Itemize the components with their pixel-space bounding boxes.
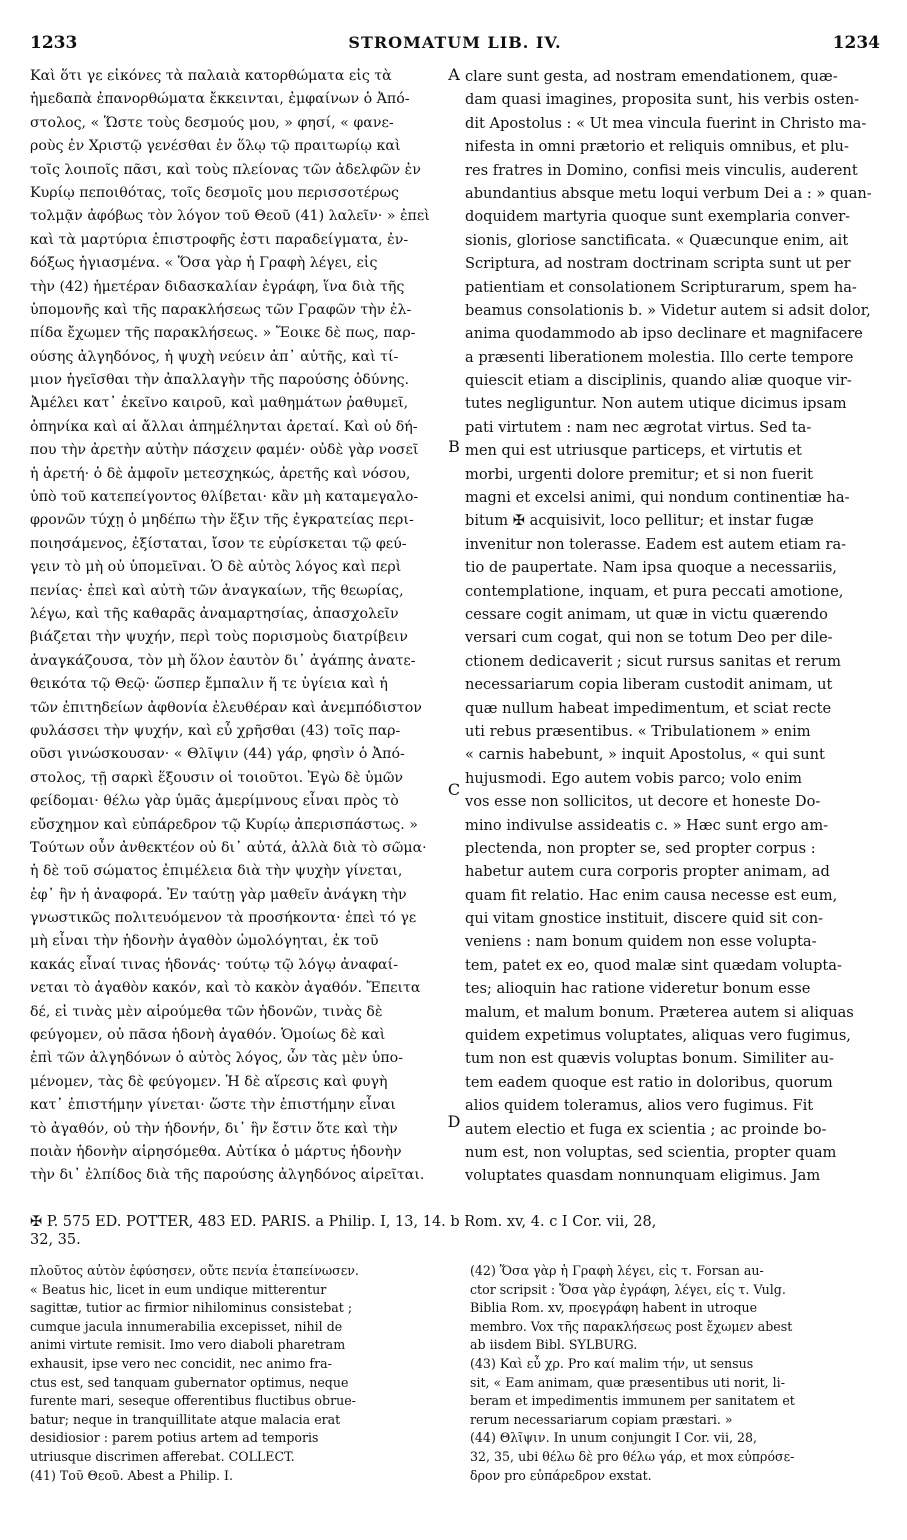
greek-text-line: κακάς εἶναί τινας ἡδονάς· τούτῳ τῷ λόγῳ ἀναφαί- xyxy=(30,956,398,973)
latin-text-line: plectenda, non propter se, sed propter corpus : xyxy=(465,839,816,857)
latin-text-line: bitum ✠ acquisivit, loco pellitur; et instar fugæ xyxy=(465,512,814,530)
greek-text-line: πίδα ἔχωμεν τῆς παρακλήσεως. » Ἔοικε δὲ πως, παρ- xyxy=(30,325,416,342)
greek-text-line: Κυρίῳ πεποιθότας, τοῖς δεσμοῖς μου περισσοτέρως xyxy=(30,184,399,201)
greek-text-line: τοῖς λοιποῖς πᾶσι, καὶ τοὺς πλείονας τῶν ἀδελφῶν ἐν xyxy=(30,161,421,178)
latin-text-line: invenitur non tolerasse. Eadem est autem etiam ra- xyxy=(465,535,847,553)
greek-text-line: ἐφ᾽ ἣν ἡ ἀναφορά. Ἐν ταύτῃ γὰρ μαθεῖν ἀνάγκη τὴν xyxy=(30,886,407,903)
latin-text-line: Scriptura, ad nostram doctrinam scripta sunt ut per xyxy=(465,255,851,273)
latin-text-line: sionis, gloriose sanctificata. « Quæcunque enim, ait xyxy=(465,231,849,249)
footnote-line: exhausit, ipse vero nec concidit, nec animo fra- xyxy=(30,1355,332,1371)
latin-text-line: versari cum cogat, qui non se totum Deo per dile- xyxy=(465,629,833,647)
greek-text-line: καὶ τὰ μαρτύρια ἐπιστροφῆς ἐστι παραδείγματα, ἐν- xyxy=(30,231,409,248)
footnote-line: desidiosior : parem potius artem ad temporis xyxy=(30,1430,319,1446)
latin-text-line: a præsenti liberationem molestia. Illo certe tempore xyxy=(465,348,854,366)
greek-text-line: ἡ ἀρετή· ὁ δὲ ἀμφοῖν μετεσχηκώς, ἀρετῆς καὶ νόσου, xyxy=(30,465,411,482)
footnote-line: 32, 35, ubi θέλω δὲ pro θέλω γάρ, et mox εὐπρόσε- xyxy=(470,1448,795,1464)
footnotes-right xyxy=(470,1262,882,1527)
greek-text-line: φυλάσσει τὴν ψυχήν, καὶ εὖ χρῆσθαι (43) τοῖς παρ- xyxy=(30,722,401,739)
footnote-line: πλοῦτος αὐτὸν ἐφύσησεν, οὔτε πενία ἐταπείνωσεν. xyxy=(30,1263,359,1278)
latin-text-line: necessariarum copia liberam custodit animam, ut xyxy=(465,676,833,694)
footnote-line: Biblia Rom. xv, προεγράφη habent in utroque xyxy=(470,1300,758,1316)
latin-text-line: doquidem martyria quoque sunt exemplaria conver- xyxy=(465,208,851,226)
greek-text-line: ὑπομονῆς καὶ τῆς παρακλήσεως τῶν Γραφῶν τὴν ἐλ- xyxy=(30,301,412,318)
latin-text-line: tem eadem quoque est ratio in doloribus, quorum xyxy=(465,1073,833,1091)
page-number-right: 1234 xyxy=(832,33,880,53)
greek-text-line: θεικότα τῷ Θεῷ· ὥσπερ ἔμπαλιν ἥ τε ὑγίεια καὶ ἡ xyxy=(30,676,388,693)
greek-text-line: γειν τὸ μὴ οὐ ὑπομεῖναι. Ὁ δὲ αὐτὸς λόγος καὶ περὶ xyxy=(30,559,402,576)
latin-text-line: patientiam et consolationem Scripturarum, spem ha- xyxy=(465,278,857,296)
greek-text-line: δόξως ἡγιασμένα. « Ὅσα γὰρ ἡ Γραφὴ λέγει, εἰς xyxy=(30,255,378,272)
greek-text-line: βιάζεται τὴν ψυχήν, περὶ τοὺς πορισμοὺς διατρίβειν xyxy=(30,629,408,646)
latin-text-line: malum, et malum bonum. Præterea autem si aliquas xyxy=(465,1003,854,1021)
footnote-line: sagittæ, tutior ac firmior nihilominus consistebat ; xyxy=(30,1300,353,1316)
greek-text-line: μένομεν, τὰς δὲ φεύγομεν. Ἡ δὲ αἵρεσις καὶ φυγὴ xyxy=(30,1073,388,1090)
latin-text-line: num est, non voluptas, sed scientia, propter quam xyxy=(465,1143,837,1161)
margin-letter-c: C xyxy=(447,780,461,799)
greek-text-line: ἐπὶ τῶν ἀλγηδόνων ὁ αὐτὸς λόγος, ὧν τὰς μὲν ὑπο- xyxy=(30,1050,403,1067)
footrow-line-2: 32, 35. xyxy=(30,1232,81,1248)
footnote-line: « Beatus hic, licet in eum undique mitterentur xyxy=(30,1281,327,1297)
latin-column xyxy=(465,65,877,1205)
footnote-line: ab iisdem Bibl. SYLBURG. xyxy=(470,1337,638,1353)
footnote-line: membro. Vox τῆς παρακλήσεως post ἔχωμεν abest xyxy=(470,1318,793,1334)
greek-text-line: φεύγομεν, οὐ πᾶσα ἡδονὴ ἀγαθόν. Ὁμοίως δὲ καὶ xyxy=(30,1027,386,1044)
latin-text-line: dam quasi imagines, proposita sunt, his verbis osten- xyxy=(465,91,860,109)
greek-text-line: μιον ἡγεῖσθαι τὴν ἀπαλλαγὴν τῆς παρούσης ὀδύνης. xyxy=(30,372,410,389)
latin-text-line: quam fit relatio. Hac enim causa necesse est eum, xyxy=(465,886,838,904)
footnote-line: utriusque discrimen afferebat. COLLECT. xyxy=(30,1448,295,1464)
greek-text-line: τὸ ἀγαθόν, οὐ τὴν ἡδονήν, δι᾽ ἣν ἔστιν ὅτε καὶ τὴν xyxy=(30,1120,398,1137)
footnote-line: beram et impedimentis immunem per sanitatem et xyxy=(470,1393,795,1409)
latin-text-line: quidem expetimus voluptates, aliquas vero fugimus, xyxy=(465,1027,851,1045)
footnote-line: sit, « Eam animam, quæ præsentibus uti norit, li- xyxy=(470,1374,785,1390)
greek-text-line: που τὴν ἀρετὴν αὐτὴν πάσχειν φαμέν· οὐδὲ γὰρ νοσεῖ xyxy=(30,442,419,459)
latin-text-line: magni et excelsi animi, qui nondum continentiæ ha- xyxy=(465,489,850,507)
greek-text-line: τολμᾷν ἀφόβως τὸν λόγον τοῦ Θεοῦ (41) λαλεῖν· » ἐπεὶ xyxy=(30,208,430,225)
greek-text-line: πενίας· ἐπεὶ καὶ αὐτὴ τῶν ἀναγκαίων, τῆς θεωρίας, xyxy=(30,582,404,599)
greek-column xyxy=(30,65,442,1205)
greek-text-line: Καὶ ὅτι γε εἰκόνες τὰ παλαιὰ κατορθώματα εἰς τὰ xyxy=(30,68,392,84)
page-number-left: 1233 xyxy=(30,33,78,53)
latin-text-line: qui vitam gnostice instituit, discere quid sit con- xyxy=(465,910,824,928)
latin-text-line: morbi, urgenti dolore premitur; et si non fuerit xyxy=(465,465,814,483)
greek-text-line: ούσης ἀλγηδόνος, ἡ ψυχὴ νεύειν ἀπ᾽ αὐτῆς, καὶ τί- xyxy=(30,348,399,365)
latin-text-line: men qui est utriusque particeps, et virtutis et xyxy=(465,442,802,460)
greek-text-line: στολος, τῇ σαρκὶ ἕξουσιν οἱ τοιοῦτοι. Ἐγὼ δὲ ὑμῶν xyxy=(30,769,404,786)
greek-text-line: τὴν δι᾽ ἐλπίδος διὰ τῆς παρούσης ἀλγηδόνος αἱρεῖται. xyxy=(30,1167,425,1184)
greek-text-line: ὁπηνίκα καὶ αἱ ἄλλαι ἀπημέληνται ἀρεταί. Καὶ οὐ δή- xyxy=(30,418,418,435)
latin-text-line: « carnis habebunt, » inquit Apostolus, « qui sunt xyxy=(465,746,825,764)
footrow-line-1: ✠ P. 575 ED. POTTER, 483 ED. PARIS. a Philip. I, 13, 14. b Rom. xv, 4. c I Cor. vii, 28, xyxy=(30,1214,657,1230)
margin-letter-b: B xyxy=(448,437,460,456)
footnote-line: ctor scripsit : Ὅσα γὰρ ἐγράφη, λέγει, εἰς τ. Vulg. xyxy=(470,1281,786,1297)
greek-text-line: Τούτων οὖν ἀνθεκτέον οὐ δι᾽ αὐτά, ἀλλὰ διὰ τὸ σῶμα· xyxy=(30,839,427,856)
greek-text-line: εὔσχημον καὶ εὐπάρεδρον τῷ Κυρίῳ ἀπερισπάστως. » xyxy=(30,816,418,833)
greek-text-line: Ἀμέλει κατ᾽ ἐκεῖνο καιροῦ, καὶ μαθημάτων ῥαθυμεῖ, xyxy=(30,395,409,412)
greek-text-line: ἀναγκάζουσα, τὸν μὴ ὅλον ἑαυτὸν δι᾽ ἀγάπης ἀνατε- xyxy=(30,652,416,669)
latin-text-line: quæ nullum habeat impedimentum, et sciat recte xyxy=(465,699,832,717)
latin-text-line: quiescit etiam a disciplinis, quando aliæ quoque vir- xyxy=(465,372,852,390)
footnote-line: (43) Καὶ εὖ χρ. Pro καί malim τήν, ut sensus xyxy=(470,1355,754,1371)
greek-text-line: δέ, εἰ τινὰς μὲν αἱρούμεθα τῶν ἡδονῶν, τινὰς δὲ xyxy=(30,1003,383,1020)
latin-text-line: mino indivulse assideatis c. » Hæc sunt ergo am- xyxy=(465,816,829,834)
greek-text-line: νεται τὸ ἀγαθὸν κακόν, καὶ τὸ κακὸν ἀγαθόν. Ἔπειτα xyxy=(30,980,421,997)
greek-text-line: οῦσι γινώσκουσαν· « Θλῖψιν (44) γάρ, φησὶν ὁ Ἀπό- xyxy=(30,746,405,763)
page-header xyxy=(30,33,880,57)
margin-letter-d: D xyxy=(447,1112,461,1131)
latin-text-line: voluptates quasdam nonnunquam eligimus. Jam xyxy=(465,1167,821,1185)
running-title: STROMATUM LIB. IV. xyxy=(348,33,562,52)
scripture-references xyxy=(30,1213,890,1253)
latin-text-line: veniens : nam bonum quidem non esse volupta- xyxy=(465,933,817,951)
footnote-line: (41) Τοῦ Θεοῦ. Abest a Philip. I. xyxy=(30,1467,233,1483)
latin-text-line: contemplatione, inquam, et pura peccati amotione, xyxy=(465,582,844,600)
footnotes-left xyxy=(30,1262,455,1527)
latin-text-line: beamus consolationis b. » Videtur autem si adsit dolor, xyxy=(465,301,871,319)
footnote-line: ctus est, sed tanquam gubernator optimus, neque xyxy=(30,1374,349,1390)
latin-text-line: vos esse non sollicitos, ut decore et honeste Do- xyxy=(465,793,821,811)
greek-text-line: ἡμεδαπὰ ἐπανορθώματα ἔκκεινται, ἐμφαίνων ὁ Ἀπό- xyxy=(30,91,410,108)
greek-text-line: ὑπὸ τοῦ κατεπείγοντος θλίβεται· κἂν μὴ καταμεγαλο- xyxy=(30,489,419,506)
latin-text-line: hujusmodi. Ego autem vobis parco; volo enim xyxy=(465,769,802,787)
latin-text-line: clare sunt gesta, ad nostram emendationem, quæ- xyxy=(465,68,838,85)
greek-text-line: ποιὰν ἡδονὴν αἱρησόμεθα. Αὐτίκα ὁ μάρτυς ἡδονὴν xyxy=(30,1143,402,1160)
greek-text-line: στολος, « Ὥστε τοὺς δεσμούς μου, » φησί, « φανε- xyxy=(30,114,394,131)
greek-text-line: φείδομαι· θέλω γὰρ ὑμᾶς ἀμερίμνους εἶναι πρὸς τὸ xyxy=(30,793,399,810)
greek-text-line: κατ᾽ ἐπιστήμην γίνεται· ὥστε τὴν ἐπιστήμην εἶναι xyxy=(30,1097,396,1114)
greek-text-line: λέγω, καὶ τῆς καθαρᾶς ἀναμαρτησίας, ἀπασχολεῖν xyxy=(30,605,399,622)
footnote-line: animi virtute remisit. Imo vero diaboli pharetram xyxy=(30,1337,346,1353)
latin-text-line: res fratres in Domino, confisi meis vinculis, auderent xyxy=(465,161,858,179)
latin-text-line: nifesta in omni prætorio et reliquis omnibus, et plu- xyxy=(465,138,849,156)
latin-text-line: tes; alioquin hac ratione videretur bonum esse xyxy=(465,980,811,998)
latin-text-line: autem electio et fuga ex scientia ; ac proinde bo- xyxy=(465,1120,827,1138)
latin-text-line: tutes negliguntur. Non autem utique dicimus ipsam xyxy=(465,395,847,413)
margin-letter-a: A xyxy=(448,65,460,84)
greek-text-line: ροὺς ἐν Χριστῷ γενέσθαι ἐν ὅλῳ τῷ πραιτωρίῳ καὶ xyxy=(30,138,401,155)
footnote-line: cumque jacula innumerabilia excepisset, nihil de xyxy=(30,1318,343,1334)
latin-text-line: cessare cogit animam, ut quæ in victu quærendo xyxy=(465,605,828,623)
greek-text-line: ἡ δὲ τοῦ σώματος ἐπιμέλεια διὰ τὴν ψυχὴν γίνεται, xyxy=(30,863,403,880)
latin-text-line: tio de paupertate. Nam ipsa quoque a necessariis, xyxy=(465,559,837,577)
latin-text-line: alios quidem toleramus, alios vero fugimus. Fit xyxy=(465,1097,814,1115)
greek-text-line: ποιησάμενος, ἐξίσταται, ἴσον τε εὑρίσκεται τῷ φεύ- xyxy=(30,535,407,552)
latin-text-line: habetur autem cura corporis propter animam, ad xyxy=(465,863,830,881)
footnote-line: furente mari, seseque offerentibus fluctibus obrue- xyxy=(30,1393,356,1409)
greek-text-line: φρονῶν τύχῃ ὁ μηδέπω τὴν ἕξιν τῆς ἐγκρατείας περι- xyxy=(30,512,414,529)
footnote-line: (42) Ὅσα γὰρ ἡ Γραφὴ λέγει, εἰς τ. Forsan au- xyxy=(470,1263,764,1278)
latin-text-line: tum non est quævis voluptas bonum. Similiter au- xyxy=(465,1050,834,1068)
greek-text-line: μὴ εἶναι τὴν ἡδονὴν ἀγαθὸν ὡμολόγηται, ἐκ τοῦ xyxy=(30,933,379,950)
latin-text-line: anima quodammodo ab ipso declinare et magnifacere xyxy=(465,325,863,343)
latin-text-line: dit Apostolus : « Ut mea vincula fuerint in Christo ma- xyxy=(465,114,867,132)
latin-text-line: uti rebus præsentibus. « Tribulationem » enim xyxy=(465,722,811,740)
footnote-line: batur; neque in tranquillitate atque malacia erat xyxy=(30,1411,341,1427)
greek-text-line: τὴν (42) ἡμετέραν διδασκαλίαν ἐγράφη, ἵνα διὰ τῆς xyxy=(30,278,405,295)
latin-text-line: pati virtutem : nam nec ægrotat virtus. Sed ta- xyxy=(465,418,812,436)
footnote-line: rerum necessariarum copiam præstari. » xyxy=(470,1411,733,1427)
footnote-line: (44) Θλῖψιν. In unum conjungit I Cor. vii, 28, xyxy=(470,1430,758,1446)
latin-text-line: abundantius absque metu loqui verbum Dei a : » quan- xyxy=(465,184,872,202)
greek-text-line: γνωστικῶς πολιτευόμενον τὰ προσήκοντα· ἐπεὶ τό γε xyxy=(30,910,417,927)
greek-text-line: τῶν ἐπιτηδείων ἀφθονία ἐλευθέραν καὶ ἀνεμπόδιστον xyxy=(30,699,422,716)
latin-text-line: tem, patet ex eo, quod malæ sint quædam volupta- xyxy=(465,956,842,974)
latin-text-line: ctionem dedicaverit ; sicut rursus sanitas et rerum xyxy=(465,652,841,670)
footnote-line: δρον pro εὐπάρεδρον exstat. xyxy=(470,1467,652,1483)
